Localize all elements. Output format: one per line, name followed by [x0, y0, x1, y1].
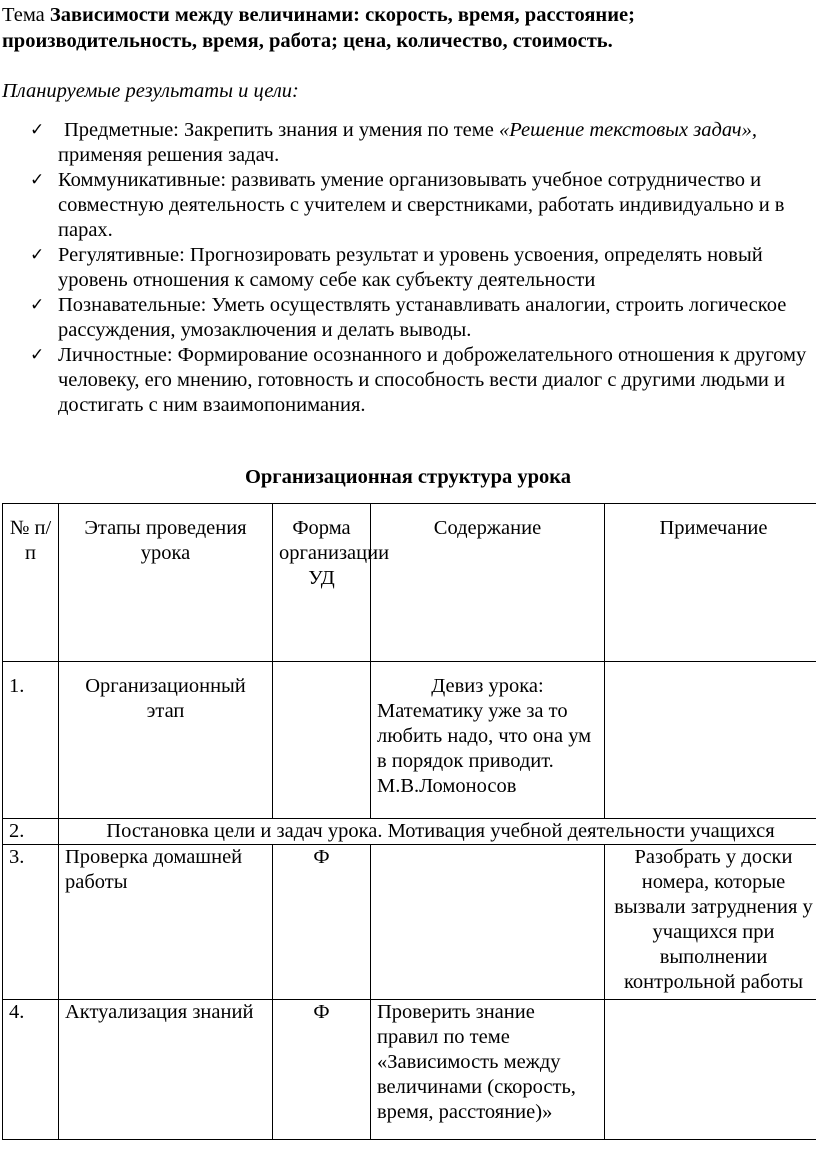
structure-title: Организационная структура урока — [244, 466, 572, 488]
table-row: 3. Проверка домашней работы Ф Разобрать у доски номера, которые вызвали затруднения у учащихся при выполнении контрольной работы — [3, 845, 816, 1000]
table-row: 1. Организационный этап Девиз урока: Математику уже за то любить надо, что она ум в порядок приводит. М.В.Ломоносов — [3, 662, 816, 819]
lesson-structure-table — [2, 503, 816, 1140]
topic-prefix: Тема — [2, 4, 45, 26]
header-num: № п/п — [3, 504, 59, 662]
lesson-topic — [2, 2, 814, 54]
goals-list — [30, 118, 816, 418]
topic-title: Зависимости между величинами: скорость, время, расстояние; производительность, время, работа; цена, количество, стоимость. — [2, 4, 635, 52]
checkmark-icon: ✓ — [30, 345, 45, 365]
table-row: 2. Постановка цели и задач урока. Мотивация учебной деятельности учащихся — [3, 819, 816, 845]
header-stage: Этапы проведения урока — [59, 504, 273, 662]
motto-title: Девиз урока: — [431, 675, 544, 697]
goal-communicative: ✓ Коммуникативные: развивать умение организовывать учебное сотрудничество и совместную деятельность с учителем и сверстниками, работать индивидуально и в парах. — [30, 169, 785, 241]
header-form: Форма организации УД — [273, 504, 371, 662]
goal-personal: ✓ Личностные: Формирование осознанного и доброжелательного отношения к другому человеку, его мнению, готовность и способность вести диалог с другими людьми и достигать с ним взаимопонимания. — [30, 344, 807, 416]
goal-cognitive: ✓ Познавательные: Уметь осуществлять устанавливать аналогии, строить логическое рассуждения, умозаключения и делать выводы. — [30, 294, 787, 341]
planned-results-heading: Планируемые результаты и цели: — [2, 80, 299, 102]
table-header-row — [3, 504, 816, 662]
goal-regulative: ✓ Регулятивные: Прогнозировать результат и уровень усвоения, определять новый уровень отношения к самому себе как субъекту деятельности — [30, 244, 763, 291]
checkmark-icon: ✓ — [30, 295, 45, 315]
checkmark-icon: ✓ — [30, 170, 45, 190]
header-content: Содержание — [371, 504, 605, 662]
table-row: 4. Актуализация знаний Ф Проверить знание правил по теме «Зависимость между величинами (скорость, время, расстояние)» — [3, 1000, 816, 1140]
goal-subject: ✓ Предметные: Закрепить знания и умения по теме «Решение текстовых задач», применяя решения задач. — [30, 119, 757, 166]
motto-text: Математику уже за то любить надо, что она ум в порядок приводит. М.В.Ломоносов — [377, 700, 592, 797]
checkmark-icon: ✓ — [30, 245, 45, 265]
checkmark-icon: ✓ — [30, 120, 45, 140]
merged-stage-cell: Постановка цели и задач урока. Мотивация учебной деятельности учащихся — [59, 819, 816, 845]
header-note: Примечание — [605, 504, 816, 662]
